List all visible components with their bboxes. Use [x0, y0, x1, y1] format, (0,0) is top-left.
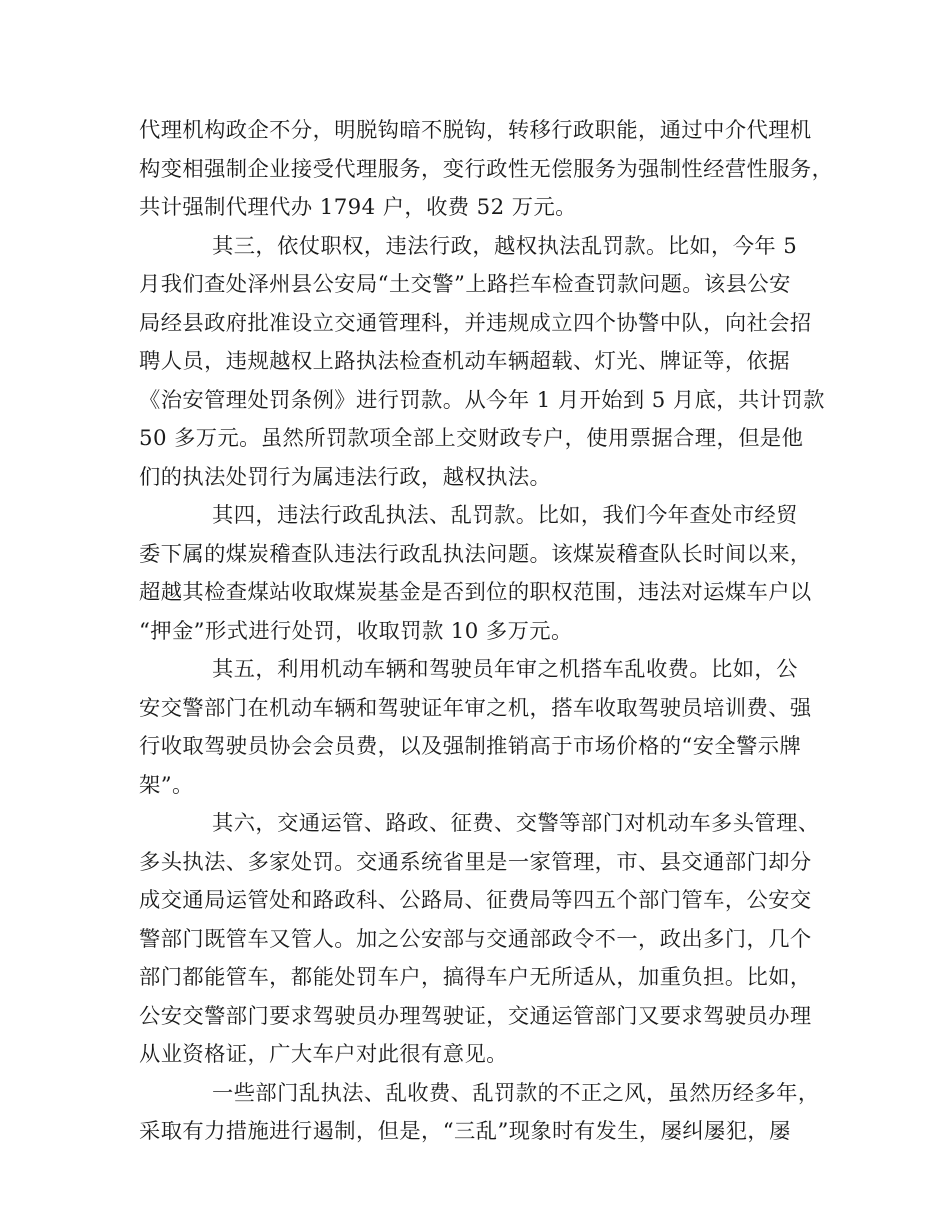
paragraph-start-line: 其三，依仗职权，违法行政，越权执法乱罚款。比如，今年 5 [212, 233, 798, 259]
text-line-2: 构变相强制企业接受代理服务，变行政性无偿服务为强制性经营性服务， [139, 156, 834, 182]
text-line-18: 架”。 [139, 772, 194, 798]
text-line-13: 超越其检查煤站收取煤炭基金是否到位的职权范围，违法对运煤车户以 [139, 580, 812, 605]
paragraph-start-line: 其四，违法行政乱执法、乱罚款。比如，我们今年查处市经贸 [212, 503, 798, 528]
text-line-1: 代理机构政企不分，明脱钩暗不脱钩，转移行政职能，通过中介代理机 [139, 118, 812, 143]
text-line-7: 聘人员，违规越权上路执法检查机动车辆超载、灯光、牌证等，依据 [139, 349, 790, 374]
document-body [139, 112, 834, 1152]
text-line-8: 《治安管理处罚条例》进行罚款。从今年 1 月开始到 5 月底，共计罚款 [139, 387, 825, 413]
paragraph-start-line: 一些部门乱执法、乱收费、乱罚款的不正之风，虽然历经多年， [212, 1080, 820, 1106]
text-line-16: 安交警部门在机动车辆和驾驶证年审之机，搭车收取驾驶员培训费、强 [139, 695, 812, 721]
text-line-21: 成交通局运管处和路政科、公路局、征费局等四五个部门管车，公安交 [139, 888, 812, 913]
text-line-14: “押金”形式进行处罚，收取罚款 10 多万元。 [139, 618, 573, 644]
text-line-12: 委下属的煤炭稽查队违法行政乱执法问题。该煤炭稽查队长时间以来， [139, 541, 812, 567]
text-line-23: 部门都能管车，都能处罚车户，搞得车户无所适从，加重负担。比如， [139, 965, 812, 990]
paragraph-start-line: 其六，交通运管、路政、征费、交警等部门对机动车多头管理、 [212, 811, 820, 836]
text-line-3: 共计强制代理代办 1794 户，收费 52 万元。 [139, 195, 577, 220]
text-line-10: 们的执法处罚行为属违法行政，越权执法。 [139, 464, 552, 490]
paragraph-start-line: 其五，利用机动车辆和驾驶员年审之机搭车乱收费。比如，公 [212, 657, 798, 682]
text-line-9: 50 多万元。虽然所罚款项全部上交财政专户，使用票据合理，但是他 [139, 426, 804, 451]
text-line-24: 公安交警部门要求驾驶员办理驾驶证，交通运管部门又要求驾驶员办理 [139, 1003, 812, 1029]
text-line-17: 行收取驾驶员协会会员费，以及强制推销高于市场价格的“安全警示牌 [139, 734, 802, 759]
text-line-27: 采取有力措施进行遏制，但是，“三乱”现象时有发生，屡纠屡犯，屡 [139, 1119, 791, 1144]
text-line-22: 警部门既管车又管人。加之公安部与交通部政令不一，政出多门，几个 [139, 926, 812, 952]
text-line-20: 多头执法、多家处罚。交通系统省里是一家管理，市、县交通部门却分 [139, 849, 812, 875]
text-line-6: 局经县政府批准设立交通管理科，并违规成立四个协警中队，向社会招 [139, 310, 812, 336]
text-line-25: 从业资格证，广大车户对此很有意见。 [139, 1042, 508, 1067]
text-line-5: 月我们查处泽州县公安局“土交警”上路拦车检查罚款问题。该县公安 [139, 272, 791, 297]
